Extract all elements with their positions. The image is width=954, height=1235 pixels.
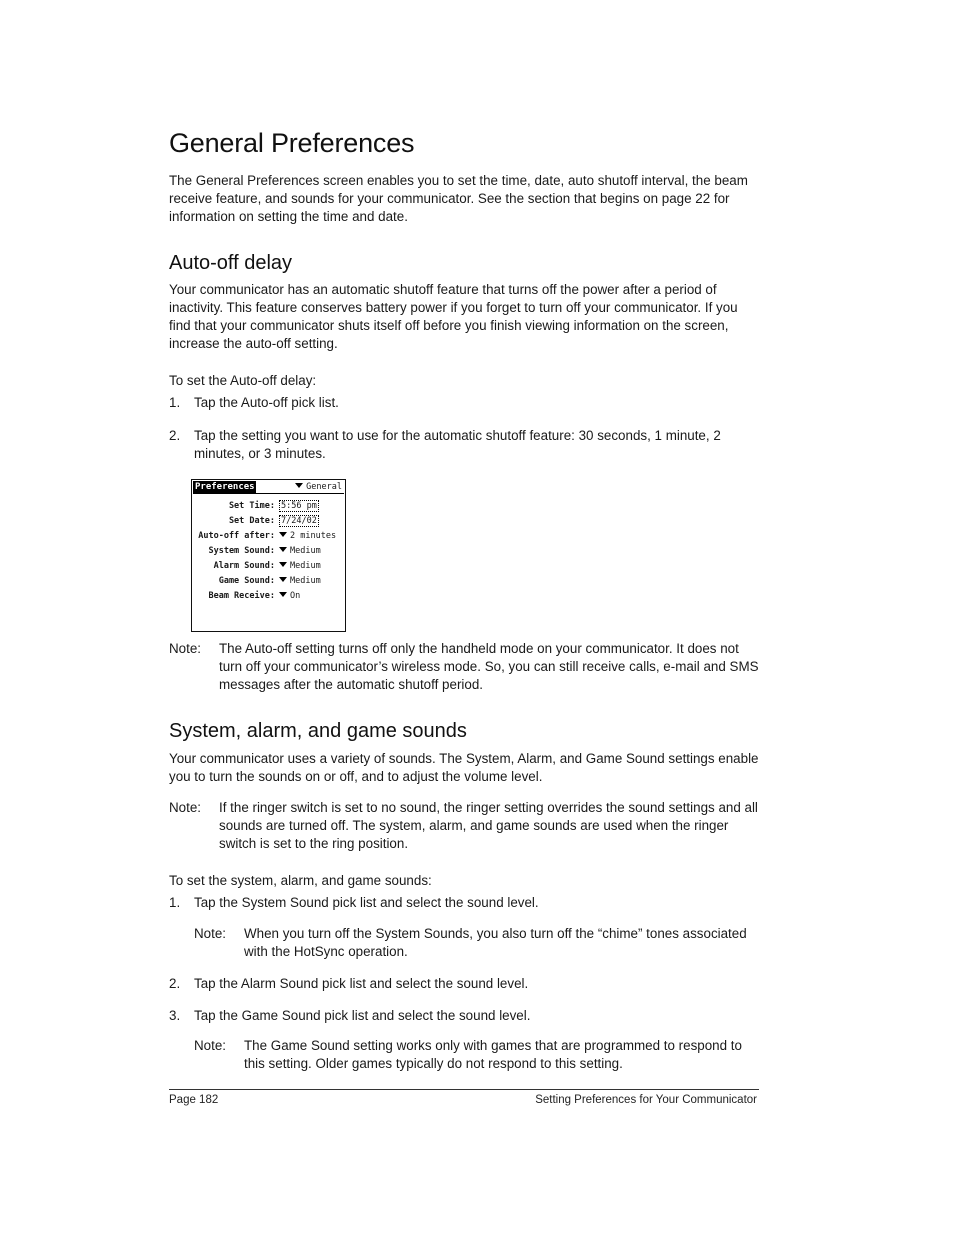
dropdown-triangle-icon — [295, 483, 303, 488]
step-text: Tap the System Sound pick list and select the sound level. — [194, 895, 539, 910]
note-label: Note: — [194, 926, 227, 941]
preferences-screenshot — [191, 479, 346, 632]
pref-row-alarm-sound — [192, 560, 345, 573]
step-text: Tap the Game Sound pick list and select the sound level. — [194, 1008, 531, 1023]
dropdown-triangle-icon — [279, 547, 287, 552]
autooff-paragraph: Your communicator has an automatic shutoff feature that turns off the power after a period of inactivity. This feature conserves battery power if you forget to turn off your communicator. If you find that your communicator shuts itself off before you finish viewing information on the screen, increase the auto-off setting. — [169, 282, 738, 351]
footer-page-number: Page 182 — [169, 1094, 219, 1106]
title-underline — [193, 493, 344, 494]
dropdown-triangle-icon — [279, 577, 287, 582]
step-number: 1. — [169, 395, 181, 410]
step-text: Tap the Auto-off pick list. — [194, 395, 339, 410]
pref-label: Alarm Sound: — [213, 561, 275, 571]
dropdown-triangle-icon — [279, 532, 287, 537]
pref-row-set-time — [192, 500, 345, 513]
pref-value: Medium — [290, 546, 321, 556]
pref-row-game-sound — [192, 575, 345, 588]
pref-label: Set Date: — [228, 516, 275, 526]
pref-value-box: 7/24/02 — [281, 516, 317, 526]
step-number: 2. — [169, 428, 181, 443]
note-label: Note: — [194, 1038, 227, 1053]
pref-label: System Sound: — [208, 546, 275, 556]
step-number: 2. — [169, 976, 181, 991]
step-number: 1. — [169, 895, 181, 910]
screenshot-title-bar — [192, 480, 345, 494]
step-text: Tap the setting you want to use for the automatic shutoff feature: 30 seconds, 1 minute, 2 minutes, or 3 minutes. — [194, 428, 721, 461]
pref-label: Game Sound: — [218, 576, 275, 586]
intro-paragraph: The General Preferences screen enables you to set the time, date, auto shutoff interval, the beam receive feature, and sounds for your communicator. See the section that begins on page 22 for information on setting the time and date. — [169, 173, 748, 224]
category-value: General — [306, 482, 342, 492]
sounds-paragraph: Your communicator uses a variety of sounds. The System, Alarm, and Game Sound settings enable you to turn the sounds on or off, and to adjust the volume level. — [169, 751, 759, 784]
step-number: 3. — [169, 1008, 181, 1023]
footer-chapter-title: Setting Preferences for Your Communicator — [535, 1094, 757, 1106]
section-heading-autooff: Auto-off delay — [169, 252, 293, 274]
pref-row-auto-off — [192, 530, 345, 543]
page-title: General Preferences — [169, 128, 415, 158]
note-text: The Game Sound setting works only with games that are programmed to respond to this setting. Older games typically do not respond to this setting. — [244, 1038, 742, 1071]
pref-value: On — [290, 591, 301, 601]
note-text: When you turn off the System Sounds, you also turn off the “chime” tones associated with the HotSync operation. — [244, 926, 747, 959]
dropdown-triangle-icon — [279, 562, 287, 567]
pref-row-set-date — [192, 515, 345, 528]
pref-value-box: 5:56 pm — [281, 501, 317, 511]
pref-row-beam-receive — [192, 590, 345, 603]
pref-value: 2 minutes — [290, 531, 337, 541]
pref-label: Beam Receive: — [208, 591, 275, 601]
sounds-procedure-title: To set the system, alarm, and game sounds: — [169, 873, 432, 888]
step-text: Tap the Alarm Sound pick list and select the sound level. — [194, 976, 529, 991]
pref-label: Set Time: — [228, 501, 275, 511]
footer-rule — [169, 1089, 759, 1090]
autooff-procedure-title: To set the Auto-off delay: — [169, 373, 317, 388]
note-text: If the ringer switch is set to no sound, the ringer setting overrides the sound settings and all sounds are turned off. The system, alarm, and game sounds are used when the ringer switch is set to the ring position. — [219, 800, 758, 851]
section-heading-sounds: System, alarm, and game sounds — [169, 720, 467, 742]
category-picker — [295, 481, 342, 493]
pref-row-system-sound — [192, 545, 345, 558]
note-text: The Auto-off setting turns off only the handheld mode on your communicator. It does not turn off your communicator’s wireless mode. So, you can still receive calls, e-mail and SMS messages after the automatic shutoff period. — [219, 641, 759, 692]
dropdown-triangle-icon — [279, 592, 287, 597]
pref-value: Medium — [290, 561, 321, 571]
note-label: Note: — [169, 800, 202, 815]
preferences-tab: Preferences — [195, 482, 255, 492]
note-label: Note: — [169, 641, 202, 656]
pref-label: Auto-off after: — [198, 531, 275, 541]
pref-value: Medium — [290, 576, 321, 586]
